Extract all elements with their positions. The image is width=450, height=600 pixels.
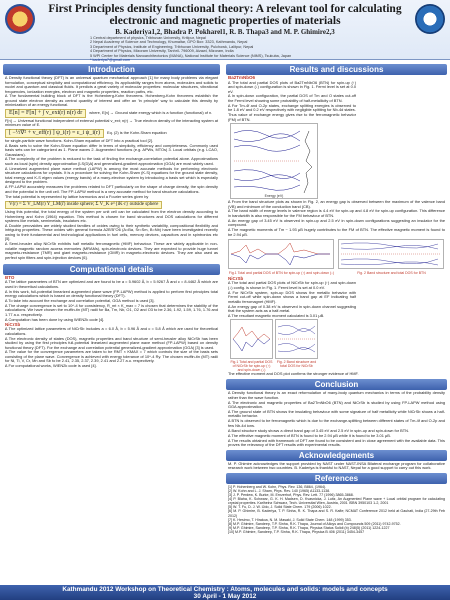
introduction-body (3, 75, 220, 262)
affiliation-line: 1 Central department of physics, Tribhuvan University, Kritipur, Nepal (90, 36, 206, 40)
comp-paragraph: ∆ The charge convergence is set to 10^-4 for consistency, R_mt × K_max = 7 is chosen that determines the stability of the calculations. We have chosen the muffin-tin (MT) radii for Ba, Tm, Nb, O1, O2 and O3 to be 2.36, 1.92, 1.59, 1.76, 1.76 and 1.77 a.u. respectively. (5, 302, 218, 317)
references-list (226, 484, 447, 535)
figure-caption: Fig.1 Total and partial DOS of BTN for spin-up (↑) and spin-down (↓) (228, 270, 335, 275)
reference-item: [10] M.P. Ghimire, Sandeep, T.P. Sinha, R.K. Thapa, Physica B 406 (2011) 3454-3457 (228, 529, 365, 534)
comp-paragraph: ∆ For computational works, WIEN2k code is used [4]. (5, 363, 97, 369)
conclusion-paragraph: ∆ Density functional theory is an exact reformulation of many-body quantum mechanics in terms of the probability density rather than the wave function. (228, 390, 445, 400)
figure-band-structure-btn-top (230, 123, 318, 201)
figure-row-nicrsb (230, 319, 318, 373)
equation-potential: V(r) = Σ V_LM(r) Y_LM(r̂) inside sphere; Σ V_K e^{iK·r} outside sphere (5, 201, 162, 210)
footer-workshop-title: Kathmandu 2012 Workshop on Theoretical Chemistry : Atoms, molecules and solids: models and concepts (62, 585, 388, 593)
band-structure-plot-icon (230, 123, 318, 199)
affiliation-line: 2 Nepal Academy of Science and Technology, Khumaltar, GPO Box: 3323, Kathmandu, Nepal (90, 40, 248, 45)
conclusion-paragraph: ∆ BTN is observed to be ferromagnetic which is due to the exchange-splitting between different states of Tm-4f and O-2p and few Nb-4d ions. (228, 418, 445, 428)
equation-kohn-sham: [ −½∇² + v_eff(r) ] ψ_i(r) = ε_i ψ_i(r) (5, 129, 104, 138)
computational-body (3, 275, 220, 371)
intro-paragraph: ∆ Density functional theory (DFT) is an universal quantum mechanical approach [1] for many body problems via elegant formulation, conceptual simplicity and computational efficiency. Its applicability ranges from atoms, molecules and solids to nuclei and quantum and classical fluids. It predicts a great variety of molecular properties: molecular structures, vibrational frequencies, ionization energies, electron and magnetic properties, reaction paths, etc. (5, 75, 218, 94)
section-heading-computational: Computational details (3, 264, 220, 275)
contact-email: * kaderiya7@gmail.com (90, 58, 131, 63)
reference-item: [4] P. Blaha, K. Schwarz, G. K. H. Madsen, D. Kvasnicka, J. Luitz, An Augmented Plane wave + Local orbital program for calculating crystal properties. Karlheinz Schwarz, Tech. Universitat Wien, Austria, 2001 ISBN 3950103 1-2, 2001 (228, 497, 445, 506)
comp-paragraph: ∆ The value for the convergence parameters are taken to be RMT × KMAX = 7 which controls the size of the basis sets consisting of the plane wave. Convergence is achieved with energy tolerance of 10^-4 Ry. The chosen muffin-tin (MT) radii for Ni, Ti, V, Cr, Mn and Sb to be 2.41, 2.35, 2.37, 2.39, 2.41 and 2.27 a.u. respectively. (5, 349, 218, 364)
section-heading-conclusion: Conclusion (226, 379, 447, 390)
results-paragraph: ∆ An energy gap of 3.45 eV is observed in spin-up and 2.5 eV in spin-down configurations suggesting an insulator for the compound. (228, 217, 445, 228)
results-paragraph: ∆ For NiCrSb system, spin-up DOS shows the metallic behavior with Fermi cut-off while spin-down shows a band gap at EF indicating half metallic ferromagnet (HMF). (228, 289, 356, 304)
subsection-label-nicrsb: NiCrSb (5, 321, 21, 327)
intro-paragraph: ∆ Basis sets to solve the Kohn-Sham equation differ in terms of simplicity, efficiency and completeness. Commonly used basis sets can be categorized as 1. Plane waves 2. Augmented functions (e.g. APWs, MTOs) 3. Local orbitals (e.g. LCAO, Gaussians). (5, 142, 218, 157)
right-column (226, 64, 447, 535)
results-paragraph: ∆ The magnetic moments of Tm ~ 1.93 μB hugely contributes to the FM of BTN. The effective magnetic moment is found to be 2.94 μB. (228, 227, 445, 237)
results-paragraph: ∆ The total and partial DOS plots of Ba2TmNbO6 (BTN) for spin-up (↑) and spin-down (↓) configuration is shown in Fig. 1. Fermi level is set at 0.0 eV. (228, 79, 356, 94)
conclusion-paragraph: ∆ The ground state of BTN shows the insulating behaviour with some signature of half metallicity while NiCrSb shows a half-metallic behavior. (228, 408, 445, 419)
reference-item: [5] W. T. Fu, D. J. W. IJdo, J. Solid State Chem. 179 (2006) 1022. (228, 505, 332, 510)
acknowledgements-body: M. P. Ghimire acknowledges the support provided by NAST under NAST-INSA Bilateral exchange program for collaborative research work between two countries. B. Kaderiya is thankful to NAST, Nepal for a good support to carry out this work. (228, 460, 445, 471)
results-paragraph: ∆ For Tm-4f and O-2p states, exchange splitting energies is observed to be 1.8 eV and 0.2 eV respectively with negligible splitting for Nb-4d states. (228, 102, 356, 113)
figure-caption: Fig. 2 Band structure and total DOS for NiCrSb (276, 360, 317, 369)
comp-paragraph: ∆ In this work, full-potential linearized augmented plane wave (FP-LAPW) method is applied to perform first principles total energy calculations which is based on density functional theory (DFT). (5, 288, 218, 299)
intro-paragraph: Using this potential, the total energy of the system per unit cell can be calculated from the electron density according to Hohenberg and Kohn (1964) equation. This method is chosen for band structures and DOS calculations for different systems like metals, semimetals, insulators etc. (5, 209, 218, 224)
results-paragraph: The effective moment and DOS plot confirms the stronger evidence of HMF. (228, 371, 359, 377)
results-body (226, 75, 447, 378)
intro-paragraph: for single-particle wave functions. Kohn-Sham equation of DFT into a practical tool [2]. (5, 137, 154, 143)
intro-paragraph: ∆ Linearized augmented plane wave method (LAPW) is among the most accurate methods for performing electronic structure calculations for crystals. It is a procedure for solving the Kohn-Sham (K-S) equations for the ground state density, total energy and K-S eigen values (energy bands) of a many-electron system by introducing a basis set which is especially designed to the problem. (5, 165, 218, 185)
results-paragraph: Thus value of exchange energy gives rise to the ferromagnetic behavior (FM) of BTN. (228, 112, 356, 122)
results-text-block (228, 281, 356, 319)
reference-item: [3] J. P. Perdew, K. Burke, M. Ernzerhof, Phys. Rev. Lett. 77 (1996) 3865-3868. (228, 493, 354, 498)
conclusion-paragraph: ∆ The electronic and magnetic properties of Ba2TmNbO6 (BTN) and NiCrSb is studied by using FP-LAPW method using GGA approximation. (228, 399, 445, 410)
figure-row-btn (228, 239, 445, 275)
section-heading-introduction: Introduction (3, 64, 220, 75)
affiliation-line: 4 Department of Physics, Mizoram University, Tanhril- 796009, Aizawl, Mizoram, India (90, 49, 234, 54)
subsection-label-nicrsb-results: NiCrSb (228, 275, 244, 281)
reference-item: [1] P. Hohenberg and W. Kohn, Phys. Rev. 136, B864, (1964). (228, 484, 327, 489)
conclusion-paragraph: ∆ Band structure study shows a direct band gap of 3.45 eV and 2.5 eV in spin-up and spin-down for BTN. (228, 427, 410, 433)
equation-note: where, E[n] → Ground state energy which is a function (functional) of n. (89, 110, 213, 116)
intro-paragraph: ∆ The complexity of the problem is reduced to the task of finding the exchange-correlation potential alone. Approximations such as local (spin) density approximation [LS(D)A] and generalized-gradient approximation (GGA) are most widely used. (5, 156, 218, 166)
reference-item: [6] M. P. Ghimire, B. Kaderiya, T. P. Sinha, R. K. Thapa and S. R. Kafle; NCMAT Conference 2012 held at Gauhati, India (27-29th Feb 2012) (228, 509, 445, 518)
reference-item: [2] W. Kohn and L. J. Sham, Phys. Rev. 140 (1965) A1133-1138. (228, 489, 331, 494)
results-text-block (228, 81, 356, 123)
reference-item: [9] M.P. Ghimire, Sandeep, T.P. Sinha, R.K. Thapa, Physica Status Solidi (b) 248(5) (2011) 1224-1227 (228, 525, 390, 530)
comp-paragraph: ∆ To take into account the exchange and correlation potential, GGA method is used [3]. (5, 297, 155, 303)
results-paragraph: ∆ An energy gap of 0.38 eV is observed in spin-down channel suggesting that the system acts as a half-metal. (228, 303, 356, 314)
equation-definitions: F[n] → Universal functional independent of external potential v_ext; n(r) → True electron density of the interacting system at minimum value of E. (5, 117, 218, 128)
academy-logo-icon (415, 4, 445, 34)
figure-caption: Fig. 2 Band structure and total DOS for BTN (357, 270, 426, 275)
section-heading-acknowledgements: Acknowledgements (226, 450, 447, 461)
equation-energy-functional: E[n] = F[n] + ∫ v_ext(r) n(r) dr (5, 109, 86, 118)
figure-axis-label: Energy (eV) (264, 193, 284, 198)
subsection-label-bto: BTO (5, 274, 15, 280)
reference-item: [7] K. Hesimo, T. Hirakoa, N. M. Masaki, J. Solid State Chem. 148 (1999) 353. (228, 517, 352, 522)
poster-header (0, 0, 450, 63)
poster-title: First Principles density functional theory: A relevant tool for calculating electronic and magnetic properties of materials (48, 3, 402, 27)
subsection-label-btn: Ba2TmNbO6 (228, 75, 256, 80)
affiliation-line: 3 Department of Physics, Institute of Engineering, Tribhuvan University, Pulchowk, Lalitpur, Nepal (90, 44, 254, 49)
poster-authors: B. Kaderiya1,2, Bhadra P. Pokharel1, R. B. Thapa3 and M. P. Ghimire2,3 (115, 28, 335, 36)
figure-caption: Fig.1 Total and partial DOS of NiCrSb for spin-up (↑) and spin-down (↓) (230, 360, 273, 373)
equation-label: Eq. (2) is the Kohn-Sham equation (107, 130, 167, 136)
conclusion-paragraph: ∆ The effective magnetic moment of BTN is found to be 2.94 μB while it is found to be 3.01 μB. (228, 432, 391, 438)
affiliations (90, 36, 360, 62)
poster-footer (0, 585, 450, 600)
footer-dates: 30 April - 1 May 2012 (193, 592, 257, 600)
reference-item: [8] M.P. Ghimire, Sandeep, T.P. Sinha, R.K. Thapa, Journal of Alloys and Compounds 509 (2011) 9742-9752. (228, 521, 401, 526)
dos-plot-nicrsb-icon (230, 319, 273, 359)
comp-paragraph: ∆ The lattice parameters of BTN are optimized and are found to be a = 5.9602 Å, b = 5.9267 Å and c = 8.4462 Å which are used in theoretical calculations. (5, 279, 218, 289)
intro-paragraph: The total potential is represented by lattice harmonics and a Fourier series given by (5, 193, 149, 199)
results-paragraph: ∆ In spin-down configuration, the partial DOS of Tm and O states cut-off the Fermi level showing some probability of half-metallicity of BTN. (228, 93, 356, 103)
results-paragraph: ∆ The resultant magnetic moment calculated is 3.01 μB. (228, 312, 325, 318)
results-paragraph: ∆ The band width of energy levels in valence region is 4.4 eV for spin-up and 4.8 eV for spin-up configuration. This difference in bandwidth is also responsible for the FM behaviour of BTN. (228, 208, 445, 218)
band-plot-btn-icon (338, 239, 444, 269)
results-paragraph: ∆ The total and partial DOS plots of NiCrSb for spin-up (↑) and spin-down (↓) config. is shown in Fig. 1. Fermi level is set at 0.0 eV. (228, 280, 356, 290)
intro-paragraph: ∆ Double perovskites are widely studied families of oxides owing to their synthetic variability, compositional flexibility and intriguing properties. These oxides with general formula A2B'B''O6 (A=Ba, Sr=Sm, B=Nb) have been investigated recently owing to their fundamental and technological applications in fuel cells, memory devices, capacitors and in spintronics etc [5]. (5, 222, 218, 242)
affiliation-line: 5 WPI Center for Materials Nanoarchitectonics (MANA), National Institute for Materials Science (NIMS), Tsukuba, Japan (90, 53, 292, 58)
band-plot-nicrsb-icon (275, 319, 318, 359)
conclusion-body (226, 390, 447, 449)
comp-paragraph: ∆ The optimized lattice parameters of NiCrSb includes a = 6.0 Å, b = 5.96 Å and c = 5.8 Å which are used for theoretical calculations. (5, 326, 218, 336)
section-heading-references: References (226, 473, 447, 484)
results-paragraph: ∆ From the band structure plots as shown in Fig. 2, an energy gap is observed between the maximum of the valence band (VB) and minimum of the conduction band (CB). (228, 199, 445, 209)
comp-paragraph: ∆ The electronic density of states (DOS), magnetic properties and band structure of semi-heusler alloy NiCrSb has been studied by using the first principles full-potential linearized augmented plane wave method (FP-LAPW) based on density functional theory (DFT). For the exchange and correlation potential generalized-gradient approximation (GGA) [3] is used. (5, 335, 218, 350)
left-column (3, 64, 220, 370)
intro-paragraph: ∆ Semi-heusler alloy NiCrSb exhibits half metallic ferromagnetic (HMF) behaviour. These are widely applicable in non-volatile magnetic random access memories (MRAMs), spin-electronic devices. They are expected to provide huge tunnel magneto-resistance (TMR) and giant magneto-resistance (GMR) in magneto-electronic devices. They are also used as perfect spin filters and spin-injection devices [6]. (5, 241, 218, 260)
intro-paragraph: ∆ The fundamental building block of DFT is the Hohenberg-Kohn theorems. Hohenberg-Kohn theorems establish the ground state electron density as central quantity of interest and offer an 'in principle' way to calculate this density by minimization of an energy functional. (5, 93, 218, 108)
university-logo-icon (5, 4, 35, 34)
conclusion-paragraph: ∆ The results obtained with framework of DFT are found to be consistent and in close agreement with the available data. This proves the relevancy of the DFT results with experimental results. (228, 437, 445, 448)
intro-paragraph: ∆ FP-LAPW accurately measures the problems related to DFT particularly on the shape of charge density, the spin density and the potential in the unit cell. The FP-LAPW method is a very accurate method for band structure calculations. (5, 184, 218, 194)
dos-plot-btn-icon (228, 239, 334, 269)
comp-paragraph: ∆ Computation has been done by using WIEN2k code [4]. (5, 316, 105, 322)
section-heading-results: Results and discussions (226, 64, 447, 75)
